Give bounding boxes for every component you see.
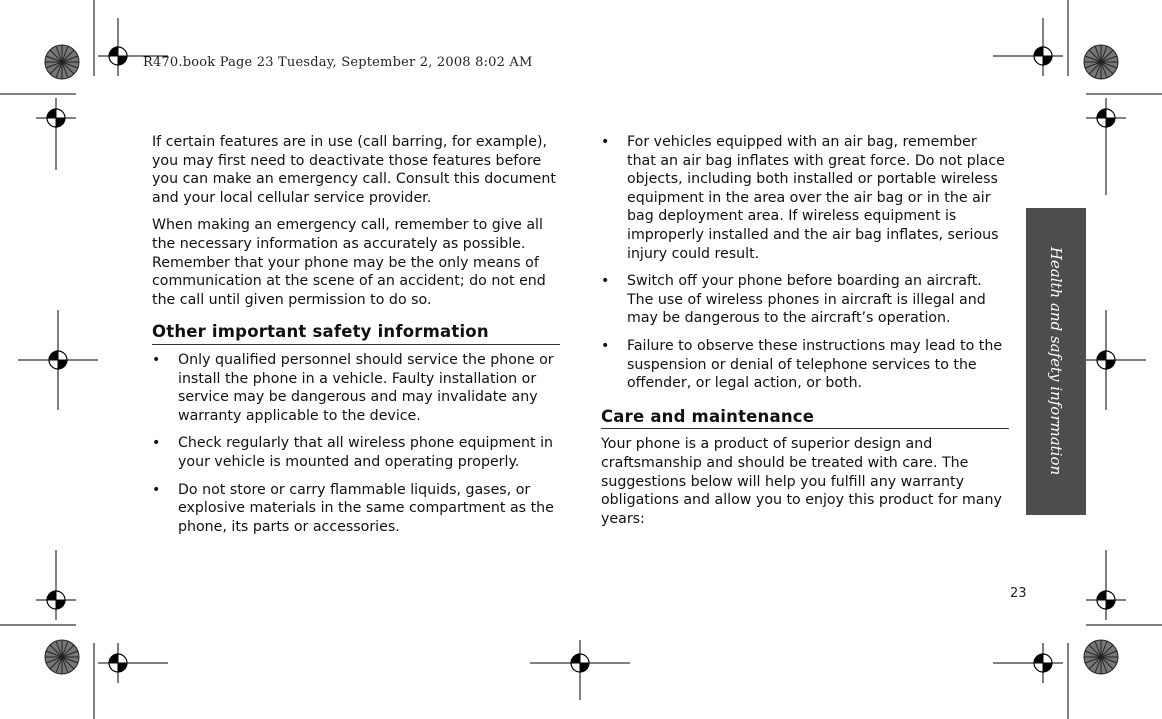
bullet-icon: •	[152, 435, 161, 452]
right-column	[601, 133, 1009, 537]
bullet-list	[601, 133, 1009, 393]
list-item: • For vehicles equipped with an air bag, remember that an air bag inflates with great force. Do not place objects, including both installed or portable wireless equipment in the area over the air bag or in the air bag deployment area. If wireless equipment is improperly installed and the air bag inflates, serious injury could result.	[601, 134, 1005, 262]
bullet-icon: •	[601, 273, 610, 290]
list-item: • Failure to observe these instructions may lead to the suspension or denial of telephone services to the offender, or legal action, or both.	[601, 337, 1003, 392]
bullet-icon: •	[601, 134, 610, 150]
star-target-icon	[1084, 640, 1118, 674]
bullet-icon: •	[152, 351, 161, 368]
paragraph: When making an emergency call, remember to give all the necessary information as accurately as possible. Remember that your phone may be the only means of communication at the scene of an accident; do not end the call until given permission to do so.	[152, 217, 546, 308]
paragraph: If certain features are in use (call barring, for example), you may first need to deactivate those features before you can make an emergency call. Consult this document and your local cellular service provider.	[152, 134, 556, 206]
paragraph: Your phone is a product of superior design and craftsmanship and should be treated with care. The suggestions below will help you fulfill any warranty obligations and allow you to enjoy this product for many years:	[601, 436, 1002, 527]
left-column	[152, 133, 560, 545]
star-target-icon	[45, 640, 79, 674]
chapter-side-tab	[1026, 208, 1086, 515]
bullet-icon: •	[601, 337, 610, 354]
bullet-icon: •	[152, 481, 161, 498]
chapter-tab-label: Health and safety information	[1047, 246, 1065, 476]
list-item: • Switch off your phone before boarding an aircraft. The use of wireless phones in aircraft is illegal and may be dangerous to the aircraft’s operation.	[601, 273, 986, 327]
page-number: 23	[1010, 586, 1027, 601]
list-item: • Only qualified personnel should service the phone or install the phone in a vehicle. Faulty installation or service may be dangerous and may invalidate any warranty applicable to the device.	[152, 351, 554, 424]
list-item: • Do not store or carry flammable liquids, gases, or explosive materials in the same compartment as the phone, its parts or accessories.	[152, 481, 554, 535]
registration-mark-icon	[1086, 580, 1126, 620]
bullet-list	[152, 351, 560, 536]
print-header: R470.book Page 23 Tuesday, September 2, 2008 8:02 AM	[143, 55, 533, 70]
star-target-icon	[1084, 45, 1118, 79]
section-heading: Care and maintenance	[601, 408, 1009, 430]
section-heading: Other important safety information	[152, 323, 560, 345]
list-item: • Check regularly that all wireless phone equipment in your vehicle is mounted and operating properly.	[152, 435, 554, 470]
star-target-icon	[45, 45, 79, 79]
registration-mark-icon	[36, 580, 76, 620]
